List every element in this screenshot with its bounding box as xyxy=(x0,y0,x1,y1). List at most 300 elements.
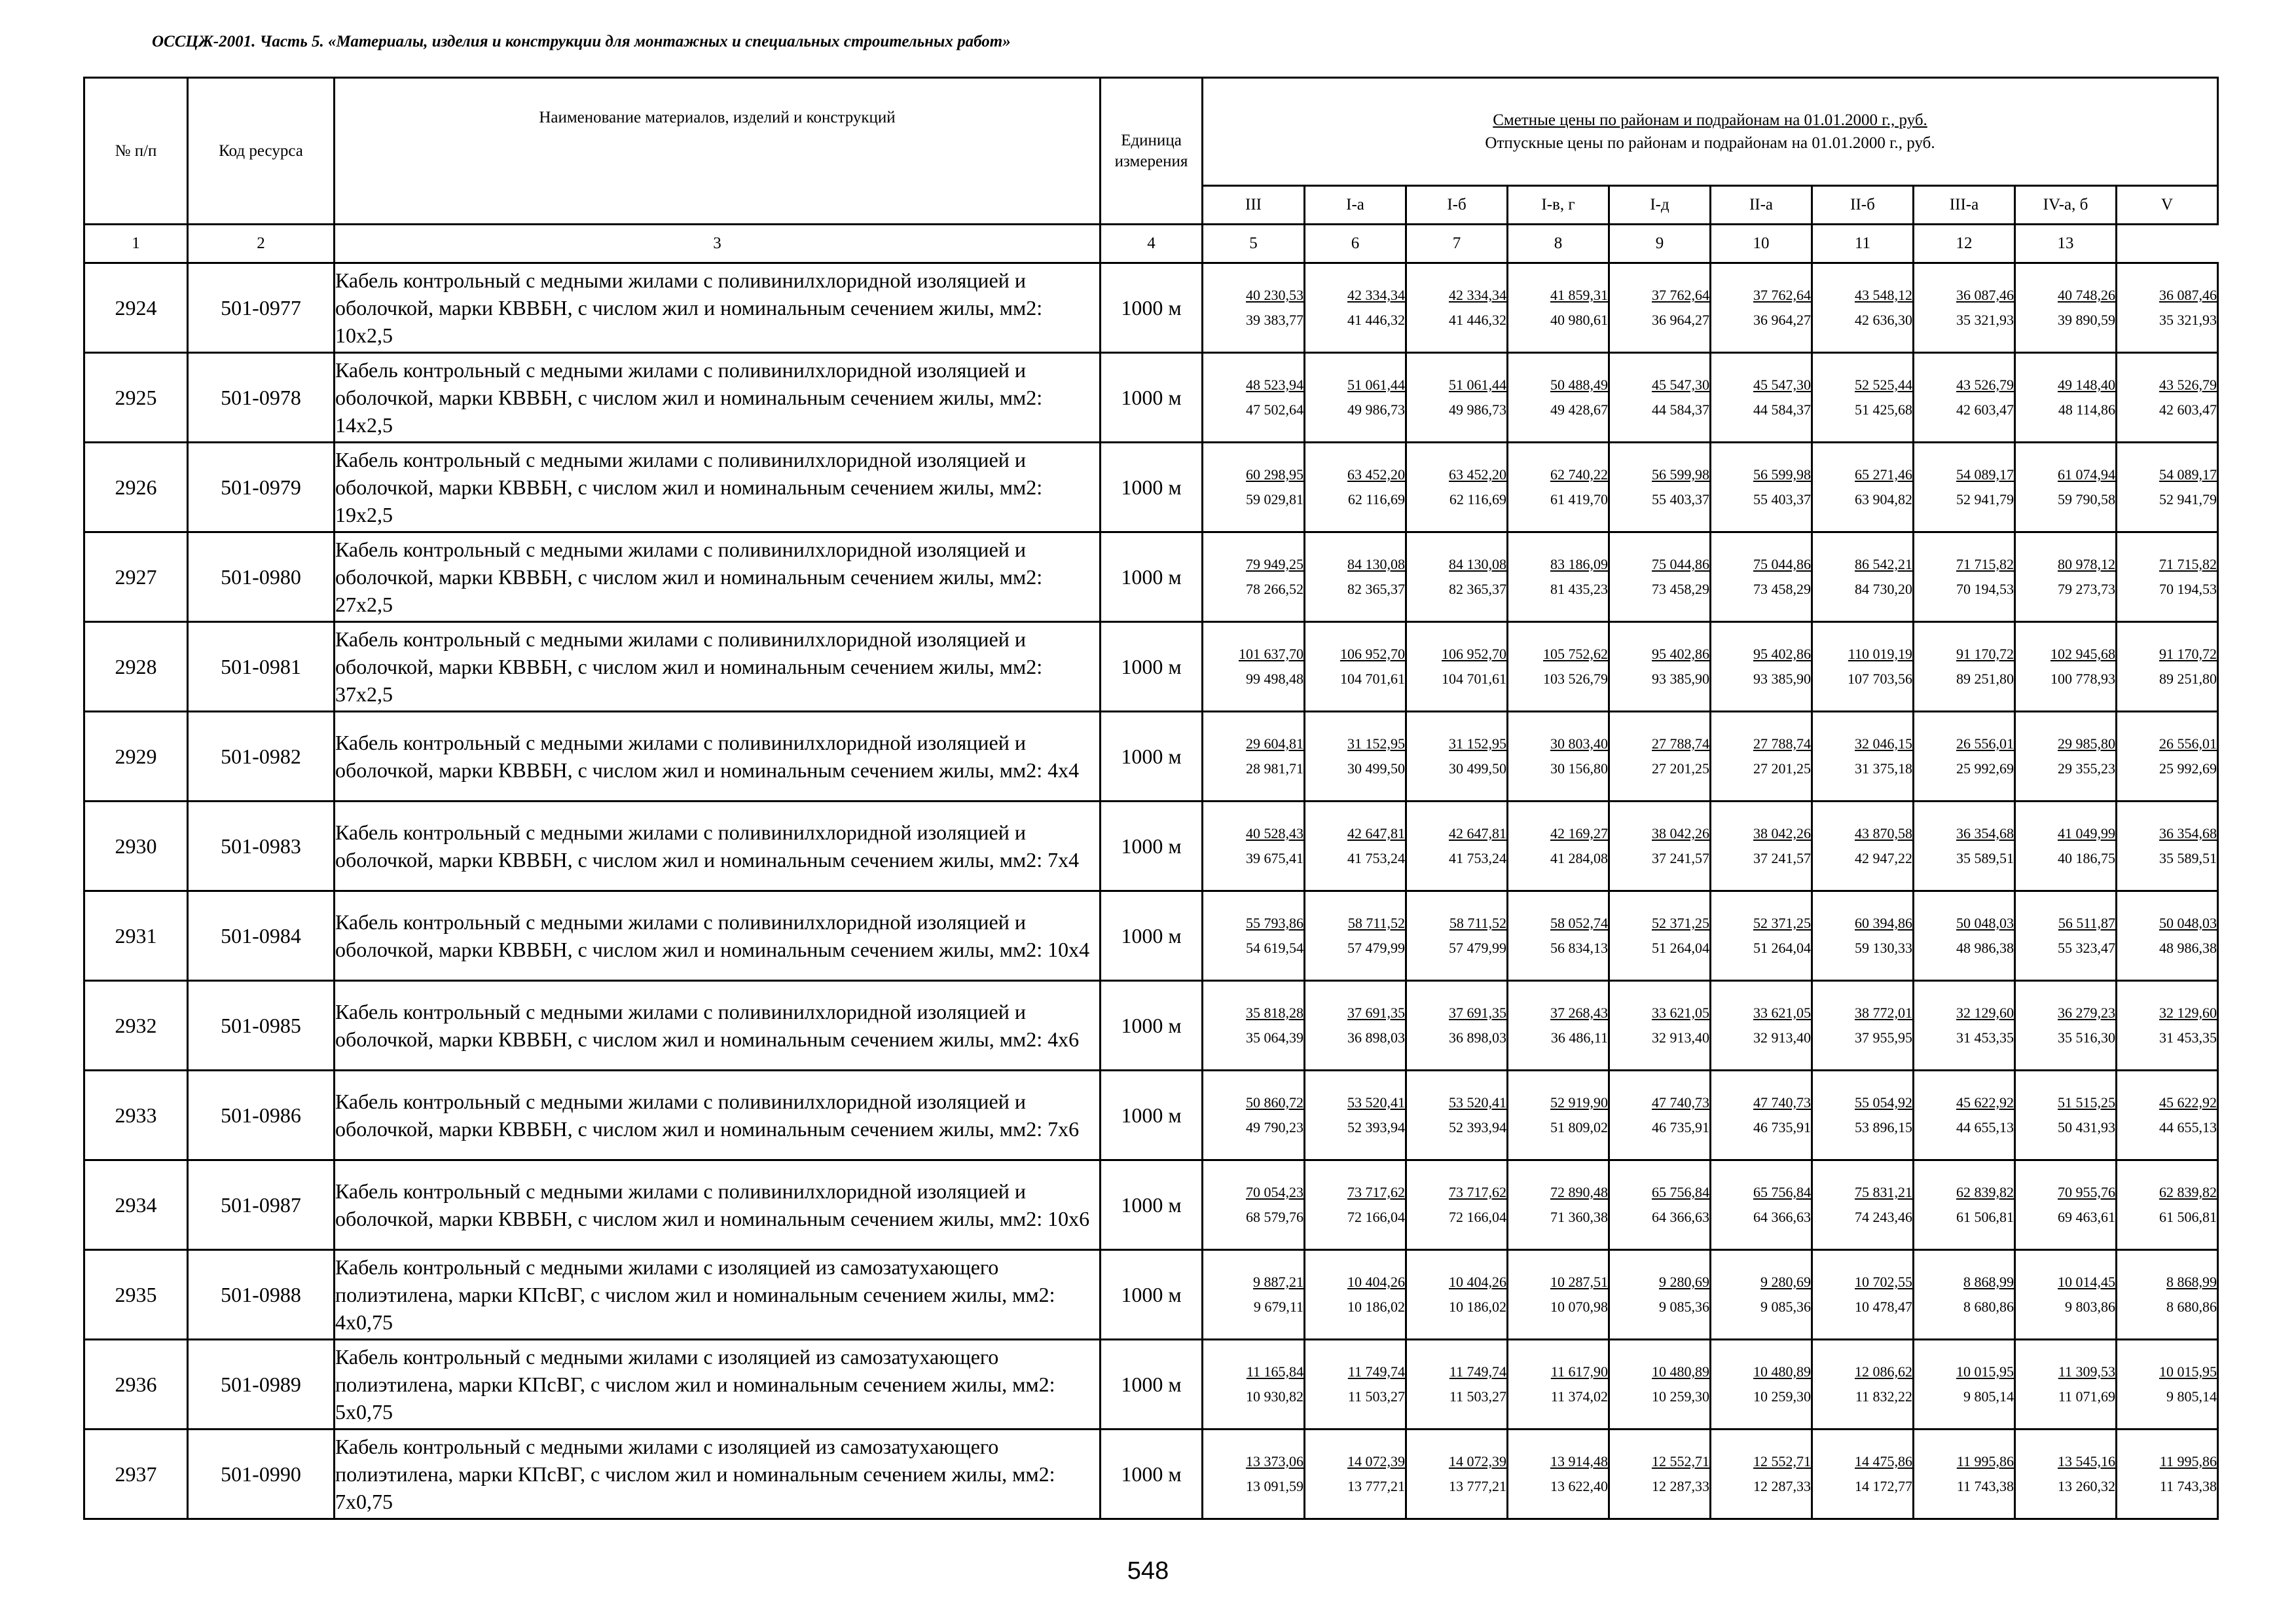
estimate-price: 62 740,22 xyxy=(1550,466,1608,483)
release-price: 40 186,75 xyxy=(2058,850,2115,866)
estimate-price: 56 511,87 xyxy=(2058,914,2115,931)
release-price: 70 194,53 xyxy=(1956,581,2014,597)
price-cell xyxy=(1609,1071,1711,1160)
release-price: 13 777,21 xyxy=(1449,1478,1506,1494)
price-cell xyxy=(1914,622,2015,712)
estimate-price: 13 373,06 xyxy=(1246,1452,1303,1469)
release-price: 36 898,03 xyxy=(1449,1029,1506,1046)
estimate-price: 52 919,90 xyxy=(1550,1094,1608,1111)
price-cell xyxy=(2015,802,2117,891)
price-cell xyxy=(1508,353,1609,443)
price-cell xyxy=(1914,353,2015,443)
price-cell xyxy=(1711,712,1812,802)
release-price: 44 655,13 xyxy=(1956,1119,2014,1135)
price-cell xyxy=(1812,1071,1914,1160)
release-price: 52 393,94 xyxy=(1347,1119,1405,1135)
price-cell xyxy=(1305,622,1406,712)
release-price: 104 701,61 xyxy=(1442,671,1506,687)
unit-of-measure: 1000 м xyxy=(1101,622,1203,712)
table-row xyxy=(84,622,2218,712)
estimate-price: 10 404,26 xyxy=(1347,1273,1405,1290)
price-cell xyxy=(1812,1160,1914,1250)
price-cell xyxy=(2117,263,2218,353)
estimate-price: 60 394,86 xyxy=(1855,914,1912,931)
estimate-price: 11 995,86 xyxy=(1956,1452,2014,1469)
release-price: 100 778,93 xyxy=(2050,671,2115,687)
price-cell xyxy=(1508,443,1609,532)
estimate-price: 65 756,84 xyxy=(1652,1183,1709,1200)
estimate-price: 41 859,31 xyxy=(1550,286,1608,303)
price-cell xyxy=(2117,532,2218,622)
release-price: 31 375,18 xyxy=(1855,760,1912,777)
price-cell xyxy=(1914,802,2015,891)
estimate-price: 70 054,23 xyxy=(1246,1183,1303,1200)
column-number: 6 xyxy=(1305,225,1406,263)
price-cell xyxy=(1203,981,1305,1071)
estimate-price: 29 985,80 xyxy=(2058,735,2115,752)
table-row xyxy=(84,532,2218,622)
row-number: 2928 xyxy=(84,622,188,712)
price-cell xyxy=(1305,353,1406,443)
estimate-price: 36 087,46 xyxy=(1956,286,2014,303)
release-price: 93 385,90 xyxy=(1652,671,1709,687)
estimate-price: 55 054,92 xyxy=(1855,1094,1912,1111)
estimate-price: 63 452,20 xyxy=(1449,466,1506,483)
estimate-price: 53 520,41 xyxy=(1347,1094,1405,1111)
release-price: 59 029,81 xyxy=(1246,491,1303,507)
price-cell xyxy=(1508,532,1609,622)
release-price: 39 383,77 xyxy=(1246,312,1303,328)
price-cell xyxy=(1203,263,1305,353)
estimate-price: 52 371,25 xyxy=(1753,914,1811,931)
estimate-price: 53 520,41 xyxy=(1449,1094,1506,1111)
estimate-price: 51 515,25 xyxy=(2058,1094,2115,1111)
release-price: 44 655,13 xyxy=(2159,1119,2217,1135)
price-cell xyxy=(1406,1250,1508,1340)
estimate-price: 75 831,21 xyxy=(1855,1183,1912,1200)
estimate-price: 10 480,89 xyxy=(1753,1363,1811,1380)
price-cell xyxy=(1305,443,1406,532)
release-price: 42 603,47 xyxy=(2159,401,2217,418)
release-price: 44 584,37 xyxy=(1753,401,1811,418)
material-name: Кабель контрольный с медными жилами с поливинилхлоридной изоляцией и оболочкой, марки КВВБН, с числом жил и номинальным сечением жилы, мм2: 19х2,5 xyxy=(335,443,1101,532)
estimate-price: 71 715,82 xyxy=(2159,555,2217,572)
release-price: 41 446,32 xyxy=(1347,312,1405,328)
price-cell xyxy=(2015,622,2117,712)
estimate-price: 50 048,03 xyxy=(2159,914,2217,931)
estimate-price: 9 280,69 xyxy=(1659,1273,1709,1290)
resource-code: 501-0984 xyxy=(188,891,335,981)
column-number: 2 xyxy=(188,225,335,263)
row-number: 2929 xyxy=(84,712,188,802)
release-price: 35 064,39 xyxy=(1246,1029,1303,1046)
estimate-price: 106 952,70 xyxy=(1340,645,1405,662)
release-price: 51 809,02 xyxy=(1550,1119,1608,1135)
release-price: 42 636,30 xyxy=(1855,312,1912,328)
unit-of-measure: 1000 м xyxy=(1101,1430,1203,1519)
release-price: 84 730,20 xyxy=(1855,581,1912,597)
row-number: 2926 xyxy=(84,443,188,532)
header-prices xyxy=(1203,78,2218,186)
release-price: 89 251,80 xyxy=(1956,671,2014,687)
price-cell xyxy=(2015,532,2117,622)
estimate-price: 27 788,74 xyxy=(1652,735,1709,752)
release-price: 13 622,40 xyxy=(1550,1478,1608,1494)
estimate-price: 54 089,17 xyxy=(2159,466,2217,483)
header-price-estimate: Сметные цены по районам и подрайонам на 01.01.2000 г., руб. xyxy=(1493,111,1927,129)
table-row xyxy=(84,353,2218,443)
release-price: 61 419,70 xyxy=(1550,491,1608,507)
price-cell xyxy=(1203,622,1305,712)
release-price: 30 156,80 xyxy=(1550,760,1608,777)
estimate-price: 33 621,05 xyxy=(1753,1004,1811,1021)
unit-of-measure: 1000 м xyxy=(1101,1071,1203,1160)
price-cell xyxy=(1914,1430,2015,1519)
release-price: 89 251,80 xyxy=(2159,671,2217,687)
table-row xyxy=(84,1250,2218,1340)
price-cell xyxy=(1305,1071,1406,1160)
estimate-price: 101 637,70 xyxy=(1239,645,1303,662)
estimate-price: 47 740,73 xyxy=(1753,1094,1811,1111)
estimate-price: 14 072,39 xyxy=(1449,1452,1506,1469)
estimate-price: 14 475,86 xyxy=(1855,1452,1912,1469)
price-cell xyxy=(1508,263,1609,353)
estimate-price: 26 556,01 xyxy=(2159,735,2217,752)
release-price: 25 992,69 xyxy=(2159,760,2217,777)
material-name: Кабель контрольный с медными жилами с поливинилхлоридной изоляцией и оболочкой, марки КВВБН, с числом жил и номинальным сечением жилы, мм2: 27х2,5 xyxy=(335,532,1101,622)
release-price: 99 498,48 xyxy=(1246,671,1303,687)
release-price: 12 287,33 xyxy=(1652,1478,1709,1494)
price-cell xyxy=(2015,1250,2117,1340)
price-cell xyxy=(2015,1160,2117,1250)
price-cell xyxy=(1508,1340,1609,1430)
release-price: 10 259,30 xyxy=(1753,1388,1811,1405)
estimate-price: 105 752,62 xyxy=(1543,645,1608,662)
release-price: 9 803,86 xyxy=(2065,1299,2115,1315)
estimate-price: 32 129,60 xyxy=(1956,1004,2014,1021)
estimate-price: 42 647,81 xyxy=(1347,824,1405,841)
release-price: 11 743,38 xyxy=(2159,1478,2217,1494)
header-unit: Единица измерения xyxy=(1101,78,1203,225)
price-cell xyxy=(1914,1340,2015,1430)
estimate-price: 62 839,82 xyxy=(1956,1183,2014,1200)
release-price: 103 526,79 xyxy=(1543,671,1608,687)
release-price: 11 503,27 xyxy=(1449,1388,1506,1405)
column-number: 12 xyxy=(1914,225,2015,263)
estimate-price: 37 691,35 xyxy=(1347,1004,1405,1021)
release-price: 71 360,38 xyxy=(1550,1209,1608,1225)
release-price: 64 366,63 xyxy=(1652,1209,1709,1225)
price-cell xyxy=(1203,532,1305,622)
release-price: 59 790,58 xyxy=(2058,491,2115,507)
resource-code: 501-0979 xyxy=(188,443,335,532)
price-cell xyxy=(1914,443,2015,532)
release-price: 9 085,36 xyxy=(1659,1299,1709,1315)
price-cell xyxy=(1812,981,1914,1071)
estimate-price: 43 526,79 xyxy=(2159,376,2217,393)
release-price: 11 071,69 xyxy=(2058,1388,2115,1405)
price-cell xyxy=(1305,981,1406,1071)
price-cell xyxy=(1305,1160,1406,1250)
estimate-price: 75 044,86 xyxy=(1753,555,1811,572)
price-cell xyxy=(1305,891,1406,981)
estimate-price: 26 556,01 xyxy=(1956,735,2014,752)
price-cell xyxy=(2015,712,2117,802)
estimate-price: 84 130,08 xyxy=(1449,555,1506,572)
release-price: 8 680,86 xyxy=(2166,1299,2217,1315)
release-price: 14 172,77 xyxy=(1855,1478,1912,1494)
release-price: 50 431,93 xyxy=(2058,1119,2115,1135)
release-price: 42 947,22 xyxy=(1855,850,1912,866)
estimate-price: 32 046,15 xyxy=(1855,735,1912,752)
estimate-price: 63 452,20 xyxy=(1347,466,1405,483)
estimate-price: 42 647,81 xyxy=(1449,824,1506,841)
release-price: 36 964,27 xyxy=(1652,312,1709,328)
release-price: 69 463,61 xyxy=(2058,1209,2115,1225)
release-price: 74 243,46 xyxy=(1855,1209,1912,1225)
release-price: 37 241,57 xyxy=(1753,850,1811,866)
price-cell xyxy=(1609,1340,1711,1430)
release-price: 10 259,30 xyxy=(1652,1388,1709,1405)
estimate-price: 56 599,98 xyxy=(1753,466,1811,483)
header-region: IV-а, б xyxy=(2015,186,2117,225)
price-cell xyxy=(1305,802,1406,891)
estimate-price: 36 087,46 xyxy=(2159,286,2217,303)
unit-of-measure: 1000 м xyxy=(1101,532,1203,622)
unit-of-measure: 1000 м xyxy=(1101,891,1203,981)
release-price: 10 930,82 xyxy=(1246,1388,1303,1405)
estimate-price: 35 818,28 xyxy=(1246,1004,1303,1021)
table-row xyxy=(84,443,2218,532)
release-price: 29 355,23 xyxy=(2058,760,2115,777)
material-name: Кабель контрольный с медными жилами с поливинилхлоридной изоляцией и оболочкой, марки КВВБН, с числом жил и номинальным сечением жилы, мм2: 10х6 xyxy=(335,1160,1101,1250)
resource-code: 501-0980 xyxy=(188,532,335,622)
header-price-release: Отпускные цены по районам и подрайонам на 01.01.2000 г., руб. xyxy=(1485,134,1935,152)
price-cell xyxy=(1508,802,1609,891)
header-region: I-а xyxy=(1305,186,1406,225)
release-price: 44 584,37 xyxy=(1652,401,1709,418)
release-price: 47 502,64 xyxy=(1246,401,1303,418)
release-price: 81 435,23 xyxy=(1550,581,1608,597)
estimate-price: 31 152,95 xyxy=(1449,735,1506,752)
estimate-price: 79 949,25 xyxy=(1246,555,1303,572)
estimate-price: 10 014,45 xyxy=(2058,1273,2115,1290)
estimate-price: 8 868,99 xyxy=(1963,1273,2014,1290)
resource-code: 501-0977 xyxy=(188,263,335,353)
release-price: 35 321,93 xyxy=(1956,312,2014,328)
estimate-price: 32 129,60 xyxy=(2159,1004,2217,1021)
row-number: 2932 xyxy=(84,981,188,1071)
release-price: 64 366,63 xyxy=(1753,1209,1811,1225)
release-price: 40 980,61 xyxy=(1550,312,1608,328)
price-cell xyxy=(1305,1430,1406,1519)
estimate-price: 10 480,89 xyxy=(1652,1363,1709,1380)
table-row xyxy=(84,891,2218,981)
release-price: 10 070,98 xyxy=(1550,1299,1608,1315)
price-cell xyxy=(1203,1071,1305,1160)
price-cell xyxy=(1914,263,2015,353)
header-name: Наименование материалов, изделий и конструкций xyxy=(335,78,1101,225)
estimate-price: 71 715,82 xyxy=(1956,555,2014,572)
release-price: 48 986,38 xyxy=(2159,940,2217,956)
release-price: 30 499,50 xyxy=(1347,760,1405,777)
estimate-price: 36 354,68 xyxy=(2159,824,2217,841)
price-cell xyxy=(2117,802,2218,891)
price-cell xyxy=(1914,532,2015,622)
price-cell xyxy=(1406,443,1508,532)
estimate-price: 42 169,27 xyxy=(1550,824,1608,841)
estimate-price: 38 042,26 xyxy=(1652,824,1709,841)
price-cell xyxy=(1711,1250,1812,1340)
release-price: 35 516,30 xyxy=(2058,1029,2115,1046)
estimate-price: 10 015,95 xyxy=(1956,1363,2014,1380)
material-name: Кабель контрольный с медными жилами с поливинилхлоридной изоляцией и оболочкой, марки КВВБН, с числом жил и номинальным сечением жилы, мм2: 4х4 xyxy=(335,712,1101,802)
price-cell xyxy=(1914,891,2015,981)
price-cell xyxy=(1711,532,1812,622)
column-number: 7 xyxy=(1406,225,1508,263)
price-cell xyxy=(2117,353,2218,443)
release-price: 36 898,03 xyxy=(1347,1029,1405,1046)
release-price: 32 913,40 xyxy=(1652,1029,1709,1046)
header-region: I-д xyxy=(1609,186,1711,225)
release-price: 49 986,73 xyxy=(1347,401,1405,418)
unit-of-measure: 1000 м xyxy=(1101,263,1203,353)
release-price: 52 941,79 xyxy=(1956,491,2014,507)
release-price: 8 680,86 xyxy=(1963,1299,2014,1315)
price-cell xyxy=(1711,802,1812,891)
estimate-price: 10 404,26 xyxy=(1449,1273,1506,1290)
estimate-price: 110 019,19 xyxy=(1848,645,1912,662)
release-price: 82 365,37 xyxy=(1347,581,1405,597)
price-cell xyxy=(2117,622,2218,712)
release-price: 63 904,82 xyxy=(1855,491,1912,507)
release-price: 73 458,29 xyxy=(1753,581,1811,597)
estimate-price: 37 691,35 xyxy=(1449,1004,1506,1021)
release-price: 57 479,99 xyxy=(1449,940,1506,956)
price-cell xyxy=(1711,981,1812,1071)
price-cell xyxy=(1508,1071,1609,1160)
unit-of-measure: 1000 м xyxy=(1101,712,1203,802)
release-price: 9 805,14 xyxy=(2166,1388,2217,1405)
estimate-price: 14 072,39 xyxy=(1347,1452,1405,1469)
header-region: II-б xyxy=(1812,186,1914,225)
price-cell xyxy=(1508,712,1609,802)
material-name: Кабель контрольный с медными жилами с изоляцией из самозатухающего полиэтилена, марки КПсВГ, с числом жил и номинальным сечением жилы, мм2: 7х0,75 xyxy=(335,1430,1101,1519)
release-price: 42 603,47 xyxy=(1956,401,2014,418)
price-cell xyxy=(1508,1430,1609,1519)
estimate-price: 33 621,05 xyxy=(1652,1004,1709,1021)
estimate-price: 95 402,86 xyxy=(1652,645,1709,662)
header-region: V xyxy=(2117,186,2218,225)
estimate-price: 31 152,95 xyxy=(1347,735,1405,752)
estimate-price: 49 148,40 xyxy=(2058,376,2115,393)
release-price: 11 743,38 xyxy=(1956,1478,2014,1494)
release-price: 73 458,29 xyxy=(1652,581,1709,597)
estimate-price: 36 354,68 xyxy=(1956,824,2014,841)
estimate-price: 95 402,86 xyxy=(1753,645,1811,662)
price-cell xyxy=(1305,1250,1406,1340)
price-cell xyxy=(1305,712,1406,802)
release-price: 79 273,73 xyxy=(2058,581,2115,597)
estimate-price: 86 542,21 xyxy=(1855,555,1912,572)
row-number: 2935 xyxy=(84,1250,188,1340)
release-price: 10 186,02 xyxy=(1449,1299,1506,1315)
release-price: 41 753,24 xyxy=(1347,850,1405,866)
release-price: 13 777,21 xyxy=(1347,1478,1405,1494)
row-number: 2930 xyxy=(84,802,188,891)
estimate-price: 51 061,44 xyxy=(1449,376,1506,393)
release-price: 55 403,37 xyxy=(1753,491,1811,507)
table-row xyxy=(84,1340,2218,1430)
price-cell xyxy=(1711,891,1812,981)
price-cell xyxy=(1711,1160,1812,1250)
price-cell xyxy=(1812,622,1914,712)
price-cell xyxy=(1508,891,1609,981)
release-price: 70 194,53 xyxy=(2159,581,2217,597)
estimate-price: 47 740,73 xyxy=(1652,1094,1709,1111)
estimate-price: 42 334,34 xyxy=(1347,286,1405,303)
resource-code: 501-0985 xyxy=(188,981,335,1071)
price-cell xyxy=(1406,712,1508,802)
resource-code: 501-0982 xyxy=(188,712,335,802)
release-price: 59 130,33 xyxy=(1855,940,1912,956)
price-cell xyxy=(1406,622,1508,712)
price-cell xyxy=(1812,1250,1914,1340)
release-price: 68 579,76 xyxy=(1246,1209,1303,1225)
table-row xyxy=(84,712,2218,802)
price-cell xyxy=(1406,1071,1508,1160)
estimate-price: 52 371,25 xyxy=(1652,914,1709,931)
price-cell xyxy=(1406,802,1508,891)
release-price: 13 091,59 xyxy=(1246,1478,1303,1494)
resource-code: 501-0978 xyxy=(188,353,335,443)
price-cell xyxy=(1609,981,1711,1071)
release-price: 51 264,04 xyxy=(1652,940,1709,956)
release-price: 35 589,51 xyxy=(2159,850,2217,866)
release-price: 52 393,94 xyxy=(1449,1119,1506,1135)
material-name: Кабель контрольный с медными жилами с изоляцией из самозатухающего полиэтилена, марки КПсВГ, с числом жил и номинальным сечением жилы, мм2: 4х0,75 xyxy=(335,1250,1101,1340)
material-name: Кабель контрольный с медными жилами с поливинилхлоридной изоляцией и оболочкой, марки КВВБН, с числом жил и номинальным сечением жилы, мм2: 7х4 xyxy=(335,802,1101,891)
release-price: 61 506,81 xyxy=(1956,1209,2014,1225)
row-number: 2927 xyxy=(84,532,188,622)
price-cell xyxy=(2015,263,2117,353)
release-price: 11 503,27 xyxy=(1347,1388,1405,1405)
estimate-price: 43 870,58 xyxy=(1855,824,1912,841)
unit-of-measure: 1000 м xyxy=(1101,981,1203,1071)
estimate-price: 40 230,53 xyxy=(1246,286,1303,303)
release-price: 37 241,57 xyxy=(1652,850,1709,866)
release-price: 39 675,41 xyxy=(1246,850,1303,866)
price-cell xyxy=(1914,1071,2015,1160)
table-row xyxy=(84,1160,2218,1250)
price-cell xyxy=(2015,1071,2117,1160)
release-price: 9 805,14 xyxy=(1963,1388,2014,1405)
release-price: 54 619,54 xyxy=(1246,940,1303,956)
release-price: 36 964,27 xyxy=(1753,312,1811,328)
release-price: 107 703,56 xyxy=(1848,671,1912,687)
estimate-price: 72 890,48 xyxy=(1550,1183,1608,1200)
release-price: 72 166,04 xyxy=(1347,1209,1405,1225)
price-cell xyxy=(1508,981,1609,1071)
table-row xyxy=(84,1430,2218,1519)
price-cell xyxy=(1305,1340,1406,1430)
price-cell xyxy=(1508,1250,1609,1340)
price-cell xyxy=(2117,712,2218,802)
release-price: 57 479,99 xyxy=(1347,940,1405,956)
price-cell xyxy=(1914,712,2015,802)
release-price: 32 913,40 xyxy=(1753,1029,1811,1046)
release-price: 49 428,67 xyxy=(1550,401,1608,418)
